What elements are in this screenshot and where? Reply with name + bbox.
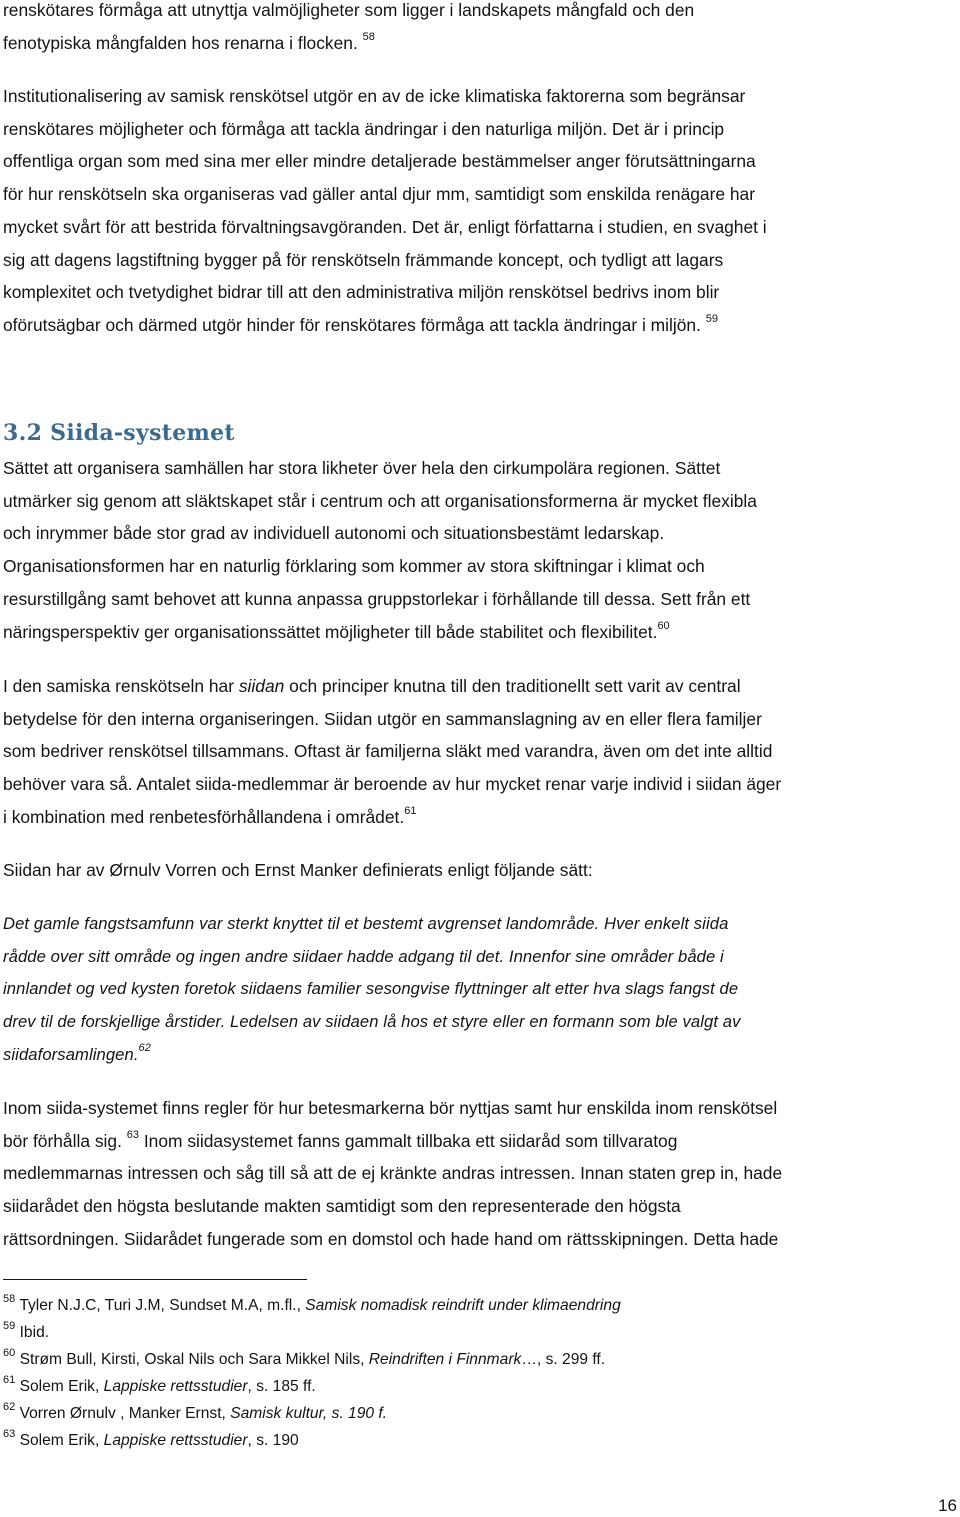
footnote-ref[interactable]: 58 bbox=[362, 30, 375, 43]
footnote-tail: , s. 185 ff. bbox=[247, 1378, 316, 1395]
footnote-number: 58 bbox=[3, 1293, 16, 1305]
footnote-ref[interactable]: 62 bbox=[138, 1041, 151, 1054]
text-line-part: Inom siidasystemet fanns gammalt tillbaka ett siidaråd som tillvaratog bbox=[139, 1130, 678, 1151]
text-line: offentliga organ som med sina mer eller mindre detaljerade bestämmelser anger förutsättningarna bbox=[3, 151, 756, 172]
footnote bbox=[3, 1319, 958, 1346]
footnote-number: 59 bbox=[3, 1320, 16, 1332]
text-line: siidarådet den högsta beslutande makten samtidigt som den representerade den högsta bbox=[3, 1196, 681, 1217]
footnote-title: Lappiske rettsstudier bbox=[103, 1432, 248, 1449]
quote-line bbox=[3, 1039, 958, 1072]
footnote-number: 61 bbox=[3, 1374, 16, 1386]
footnote bbox=[3, 1427, 958, 1454]
text-line-part: i kombination med renbetesförhållandena i området. bbox=[3, 806, 405, 827]
text-line: Siidan har av Ørnulv Vorren och Ernst Manker definierats enligt följande sätt: bbox=[3, 860, 593, 880]
text-line: Organisationsformen har en naturlig förklaring som kommer av stora skiftningar i klimat och bbox=[3, 556, 705, 577]
text-line-part: bör förhålla sig. bbox=[3, 1130, 122, 1151]
page-number: 16 bbox=[938, 1496, 957, 1515]
section-heading: 3.2 Siida-systemet bbox=[3, 420, 235, 446]
footnote-ref[interactable]: 60 bbox=[657, 619, 670, 632]
text-line: behöver vara så. Antalet siida-medlemmar är beroende av hur mycket renar varje individ i siidan äger bbox=[3, 774, 782, 795]
footnote-ref[interactable]: 63 bbox=[126, 1128, 139, 1141]
text-line: medlemmarnas intressen och såg till så att de ej kränkte andras intressen. Innan staten grep in, hade bbox=[3, 1163, 783, 1184]
footnote-text: Ibid. bbox=[19, 1324, 50, 1341]
footnote-text: Solem Erik, bbox=[19, 1378, 104, 1395]
text-line: utmärker sig genom att släktskapet står i centrum och att organisationsformerna är mycket flexibla bbox=[3, 490, 757, 511]
footnote bbox=[3, 1346, 958, 1373]
paragraph-5 bbox=[3, 854, 958, 887]
text-line: renskötares förmåga att utnyttja valmöjligheter som ligger i landskapets mångfald och den bbox=[3, 0, 695, 20]
footnote-text: Strøm Bull, Kirsti, Oskal Nils och Sara Mikkel Nils, bbox=[19, 1351, 369, 1368]
footnote-title: Samisk nomadisk reindrift under klimaendring bbox=[305, 1297, 621, 1314]
paragraph-3 bbox=[3, 452, 958, 648]
paragraph-1 bbox=[3, 0, 958, 59]
quote-line-part: siidaforsamlingen. bbox=[3, 1044, 139, 1064]
footnote-text: Vorren Ørnulv , Manker Ernst, bbox=[19, 1405, 231, 1422]
text-line bbox=[3, 1125, 958, 1158]
footnote-tail: , s. 190 bbox=[247, 1432, 299, 1449]
text-line: komplexitet och tvetydighet bidrar till att den administrativa miljön renskötsel bedrivs inom blir bbox=[3, 282, 720, 303]
quote-line: innlandet og ved kysten foretok siidaens familier sesongvise flyttninger alt etter hva slags fangst de bbox=[3, 979, 739, 999]
text-line-part: oförutsägbar och därmed utgör hinder för renskötares förmåga att tackla ändringar i miljön. bbox=[3, 314, 701, 335]
paragraph-2 bbox=[3, 80, 958, 342]
footnote bbox=[3, 1292, 958, 1319]
text-line bbox=[3, 801, 958, 834]
footnote-title: Samisk kultur, s. 190 f. bbox=[230, 1405, 388, 1422]
text-line-part: fenotypiska mångfalden hos renarna i flocken. bbox=[3, 32, 358, 53]
text-line-part: I den samiska renskötseln har bbox=[3, 676, 239, 696]
text-line bbox=[3, 670, 958, 703]
quote-line: Det gamle fangstsamfunn var sterkt knyttet til et bestemt avgrenset landområde. Hver enkelt siida bbox=[3, 914, 729, 933]
text-line bbox=[3, 309, 958, 342]
block-quote bbox=[3, 908, 958, 1072]
paragraph-4 bbox=[3, 670, 958, 834]
footnote-title: Lappiske rettsstudier bbox=[103, 1378, 248, 1395]
text-line: för hur renskötseln ska organiseras vad gäller antal djur mm, samtidigt som enskilda renägare har bbox=[3, 184, 756, 205]
text-line: betydelse för den interna organiseringen. Siidan utgör en sammanslagning av en eller flera familjer bbox=[3, 708, 762, 729]
text-line: resurstillgång samt behovet att kunna anpassa gruppstorlekar i förhållande till dessa. Sett från ett bbox=[3, 588, 751, 609]
footnote-text: Solem Erik, bbox=[19, 1432, 104, 1449]
footnote-ref[interactable]: 61 bbox=[404, 804, 417, 817]
text-line: renskötares möjligheter och förmåga att tackla ändringar i den naturliga miljön. Det är i princip bbox=[3, 118, 725, 139]
text-line bbox=[3, 616, 958, 649]
quote-line: rådde over sitt område og ingen andre siidaer hadde adgang til det. Innenfor sine områder både i bbox=[3, 946, 724, 966]
text-line: och inrymmer både stor grad av individuell autonomi och situationsbestämt ledarskap. bbox=[3, 523, 665, 544]
text-line: rättsordningen. Siidarådet fungerade som en domstol och hade hand om rättsskipningen. Detta hade bbox=[3, 1228, 779, 1249]
text-line: som bedriver renskötsel tillsammans. Oftast är familjerna släkt med varandra, även om det inte alltid bbox=[3, 741, 773, 762]
footnote-number: 62 bbox=[3, 1401, 16, 1413]
text-line: sig att dagens lagstiftning bygger på för renskötseln främmande koncept, och tydligt att lagars bbox=[3, 249, 724, 270]
text-line: Inom siida-systemet finns regler för hur betesmarkerna bör nyttjas samt hur enskilda inom renskötsel bbox=[3, 1098, 778, 1118]
text-line-part: och principer knutna till den traditionellt sett varit av central bbox=[284, 676, 741, 696]
emphasis-siidan: siidan bbox=[238, 676, 285, 696]
footnote-title: Reindriften i Finnmark bbox=[368, 1351, 522, 1368]
paragraph-6 bbox=[3, 1092, 958, 1256]
footnote-ref[interactable]: 59 bbox=[705, 312, 719, 325]
text-line: Institutionalisering av samisk renskötsel utgör en av de icke klimatiska faktorerna som begränsar bbox=[3, 86, 746, 106]
text-line bbox=[3, 27, 958, 60]
footnote-number: 63 bbox=[3, 1428, 16, 1440]
footnote-tail: …, s. 299 ff. bbox=[521, 1351, 606, 1368]
footnote-separator bbox=[3, 1279, 307, 1280]
text-line-part: näringsperspektiv ger organisationssättet möjligheter till både stabilitet och flexibilitet. bbox=[3, 621, 658, 642]
footnote-number: 60 bbox=[3, 1347, 16, 1359]
footnote bbox=[3, 1400, 958, 1427]
footnote bbox=[3, 1373, 958, 1400]
text-line: mycket svårt för att bestrida förvaltningsavgöranden. Det är, enligt författarna i studien, en svaghet i bbox=[3, 216, 767, 237]
text-line: Sättet att organisera samhällen har stora likheter över hela den cirkumpolära regionen. Sättet bbox=[3, 458, 721, 478]
quote-line: drev til de forskjellige årstider. Ledelsen av siidaen lå hos et styre eller en formann som ble valgt av bbox=[3, 1012, 741, 1032]
footnote-text: Tyler N.J.C, Turi J.M, Sundset M.A, m.fl., bbox=[19, 1297, 306, 1314]
